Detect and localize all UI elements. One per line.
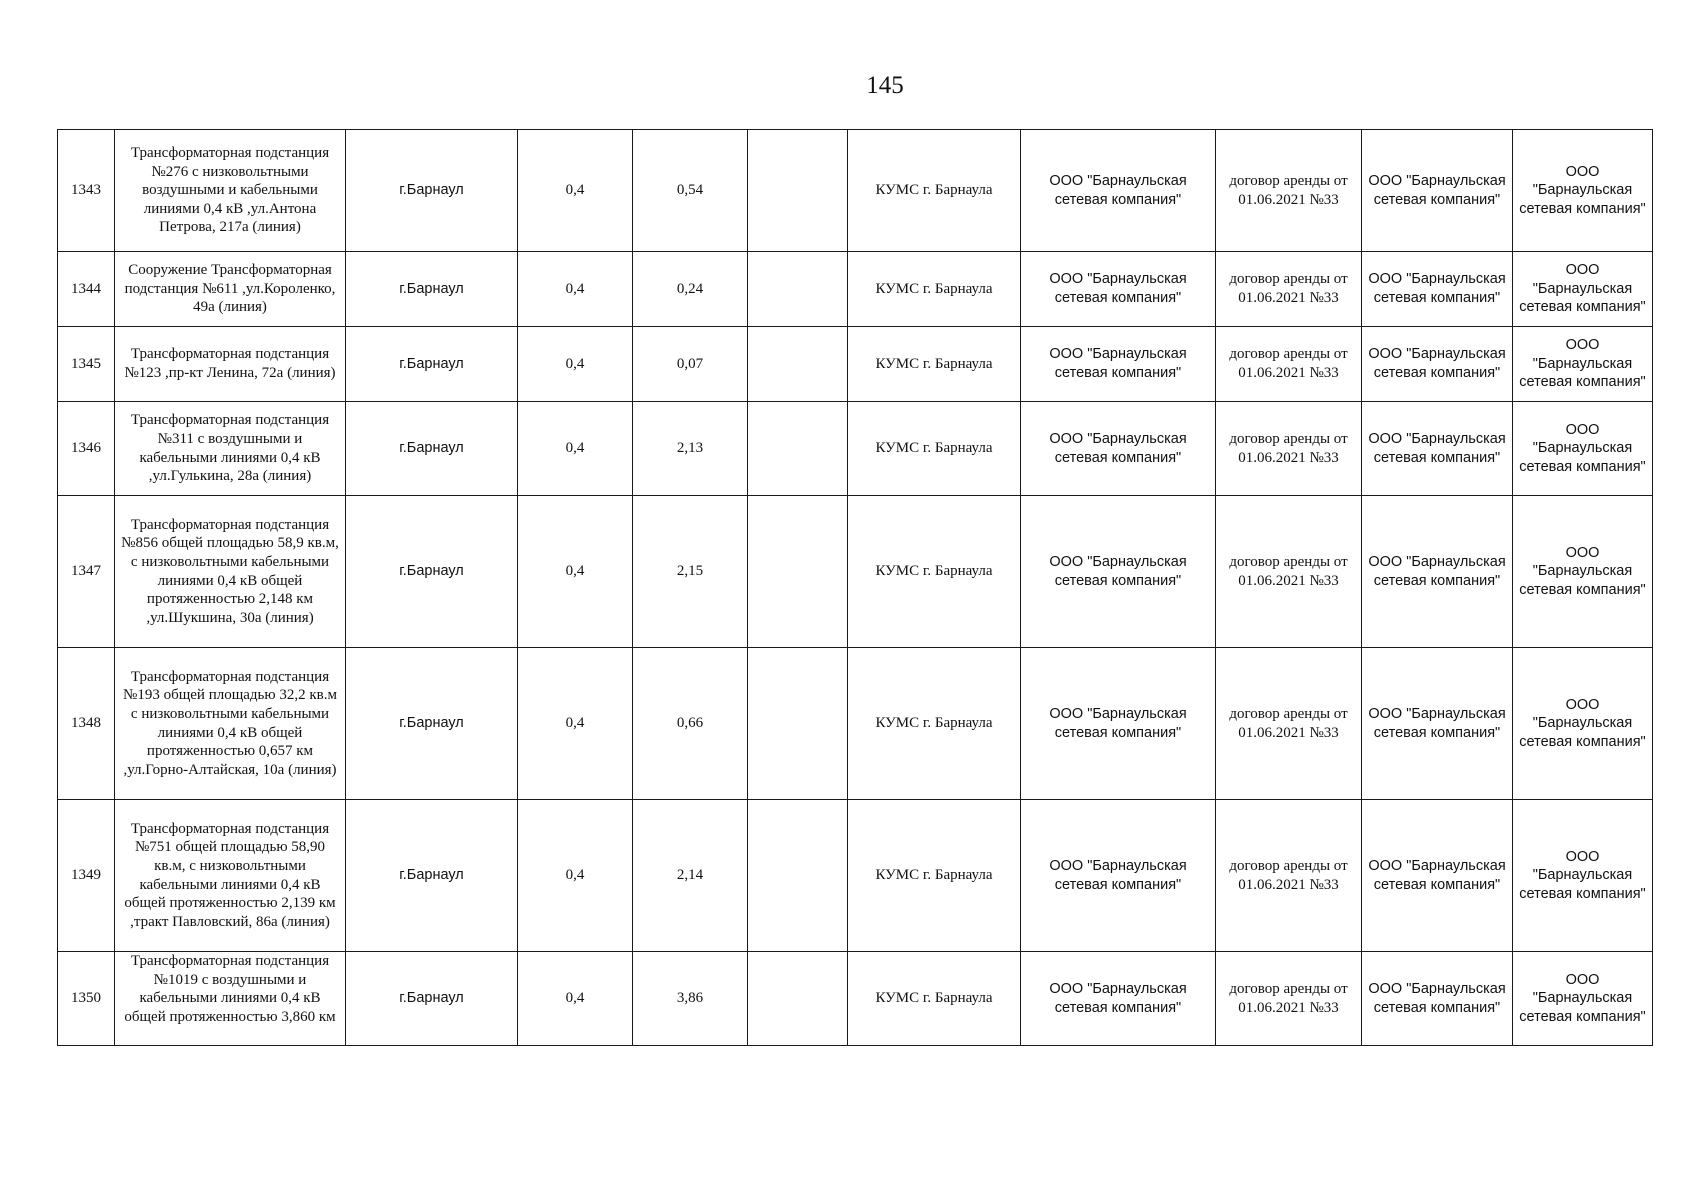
basis-document: договор аренды от 01.06.2021 №33 [1216, 952, 1362, 1046]
city: г.Барнаул [346, 800, 518, 952]
owner: КУМС г. Барнаула [848, 496, 1021, 648]
organization-2: ООО "Барнаульская сетевая компания" [1513, 130, 1653, 252]
row-number: 1344 [58, 252, 115, 327]
table-row [58, 252, 1653, 327]
operator: ООО "Барнаульская сетевая компания" [1021, 800, 1216, 952]
voltage: 0,4 [518, 130, 633, 252]
owner: КУМС г. Барнаула [848, 252, 1021, 327]
object-name: Сооружение Трансформаторная подстанция №611 ,ул.Короленко, 49а (линия) [115, 252, 346, 327]
basis-document: договор аренды от 01.06.2021 №33 [1216, 648, 1362, 800]
owner: КУМС г. Барнаула [848, 648, 1021, 800]
empty-cell [748, 952, 848, 1046]
basis-document: договор аренды от 01.06.2021 №33 [1216, 402, 1362, 496]
registry-table [57, 129, 1653, 1046]
organization: ООО "Барнаульская сетевая компания" [1362, 496, 1513, 648]
voltage: 0,4 [518, 252, 633, 327]
organization: ООО "Барнаульская сетевая компания" [1362, 130, 1513, 252]
row-number: 1350 [58, 952, 115, 1046]
owner: КУМС г. Барнаула [848, 327, 1021, 402]
basis-document: договор аренды от 01.06.2021 №33 [1216, 327, 1362, 402]
length: 2,14 [633, 800, 748, 952]
row-number: 1343 [58, 130, 115, 252]
empty-cell [748, 648, 848, 800]
table-row [58, 952, 1653, 1046]
voltage: 0,4 [518, 402, 633, 496]
organization-2: ООО "Барнаульская сетевая компания" [1513, 252, 1653, 327]
organization-2: ООО "Барнаульская сетевая компания" [1513, 402, 1653, 496]
empty-cell [748, 327, 848, 402]
operator: ООО "Барнаульская сетевая компания" [1021, 648, 1216, 800]
length: 2,15 [633, 496, 748, 648]
empty-cell [748, 402, 848, 496]
row-number: 1348 [58, 648, 115, 800]
operator: ООО "Барнаульская сетевая компания" [1021, 327, 1216, 402]
empty-cell [748, 496, 848, 648]
city: г.Барнаул [346, 402, 518, 496]
page-number: 145 [866, 72, 904, 99]
object-name: Трансформаторная подстанция №751 общей площадью 58,90 кв.м, с низковольтными кабельными линиями 0,4 кВ общей протяженностью 2,139 км ,тракт Павловский, 86а (линия) [115, 800, 346, 952]
owner: КУМС г. Барнаула [848, 130, 1021, 252]
object-name: Трансформаторная подстанция №1019 с воздушными и кабельными линиями 0,4 кВ общей протяженностью 3,860 км [115, 952, 346, 1046]
organization: ООО "Барнаульская сетевая компания" [1362, 648, 1513, 800]
organization-2: ООО "Барнаульская сетевая компания" [1513, 952, 1653, 1046]
length: 0,24 [633, 252, 748, 327]
row-number: 1349 [58, 800, 115, 952]
basis-document: договор аренды от 01.06.2021 №33 [1216, 252, 1362, 327]
row-number: 1347 [58, 496, 115, 648]
organization-2: ООО "Барнаульская сетевая компания" [1513, 327, 1653, 402]
object-name: Трансформаторная подстанция №123 ,пр-кт Ленина, 72а (линия) [115, 327, 346, 402]
basis-document: договор аренды от 01.06.2021 №33 [1216, 800, 1362, 952]
organization: ООО "Барнаульская сетевая компания" [1362, 402, 1513, 496]
city: г.Барнаул [346, 496, 518, 648]
owner: КУМС г. Барнаула [848, 952, 1021, 1046]
organization-2: ООО "Барнаульская сетевая компания" [1513, 648, 1653, 800]
row-number: 1345 [58, 327, 115, 402]
table-row [58, 327, 1653, 402]
empty-cell [748, 130, 848, 252]
basis-document: договор аренды от 01.06.2021 №33 [1216, 130, 1362, 252]
voltage: 0,4 [518, 496, 633, 648]
organization-2: ООО "Барнаульская сетевая компания" [1513, 496, 1653, 648]
city: г.Барнаул [346, 952, 518, 1046]
owner: КУМС г. Барнаула [848, 402, 1021, 496]
operator: ООО "Барнаульская сетевая компания" [1021, 252, 1216, 327]
organization: ООО "Барнаульская сетевая компания" [1362, 800, 1513, 952]
table-row [58, 648, 1653, 800]
operator: ООО "Барнаульская сетевая компания" [1021, 130, 1216, 252]
basis-document: договор аренды от 01.06.2021 №33 [1216, 496, 1362, 648]
table-row [58, 800, 1653, 952]
object-name: Трансформаторная подстанция №276 с низковольтными воздушными и кабельными линиями 0,4 кВ ,ул.Антона Петрова, 217а (линия) [115, 130, 346, 252]
city: г.Барнаул [346, 130, 518, 252]
city: г.Барнаул [346, 648, 518, 800]
voltage: 0,4 [518, 952, 633, 1046]
voltage: 0,4 [518, 327, 633, 402]
city: г.Барнаул [346, 327, 518, 402]
length: 3,86 [633, 952, 748, 1046]
length: 0,66 [633, 648, 748, 800]
object-name: Трансформаторная подстанция №311 с воздушными и кабельными линиями 0,4 кВ ,ул.Гулькина, 28а (линия) [115, 402, 346, 496]
operator: ООО "Барнаульская сетевая компания" [1021, 952, 1216, 1046]
operator: ООО "Барнаульская сетевая компания" [1021, 402, 1216, 496]
table-row [58, 496, 1653, 648]
voltage: 0,4 [518, 648, 633, 800]
empty-cell [748, 800, 848, 952]
organization: ООО "Барнаульская сетевая компания" [1362, 327, 1513, 402]
operator: ООО "Барнаульская сетевая компания" [1021, 496, 1216, 648]
organization-2: ООО "Барнаульская сетевая компания" [1513, 800, 1653, 952]
length: 0,54 [633, 130, 748, 252]
empty-cell [748, 252, 848, 327]
length: 0,07 [633, 327, 748, 402]
owner: КУМС г. Барнаула [848, 800, 1021, 952]
length: 2,13 [633, 402, 748, 496]
table-row [58, 402, 1653, 496]
organization: ООО "Барнаульская сетевая компания" [1362, 252, 1513, 327]
table-row [58, 130, 1653, 252]
row-number: 1346 [58, 402, 115, 496]
organization: ООО "Барнаульская сетевая компания" [1362, 952, 1513, 1046]
voltage: 0,4 [518, 800, 633, 952]
city: г.Барнаул [346, 252, 518, 327]
object-name: Трансформаторная подстанция №193 общей площадью 32,2 кв.м с низковольтными кабельными линиями 0,4 кВ общей протяженностью 0,657 км ,ул.Горно-Алтайская, 10а (линия) [115, 648, 346, 800]
object-name: Трансформаторная подстанция №856 общей площадью 58,9 кв.м, с низковольтными кабельными линиями 0,4 кВ общей протяженностью 2,148 км ,ул.Шукшина, 30а (линия) [115, 496, 346, 648]
